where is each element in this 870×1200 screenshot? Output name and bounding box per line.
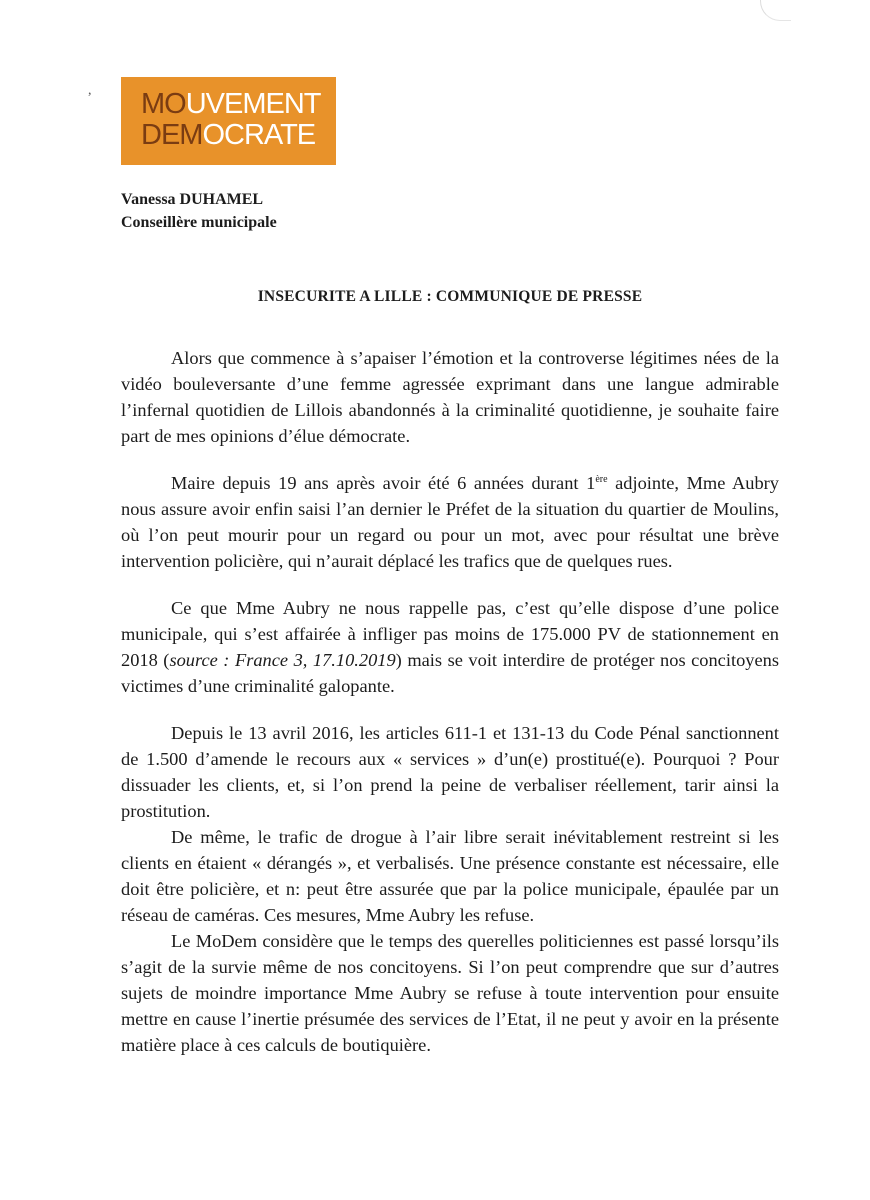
scan-mark: , [88,83,92,98]
document-title: INSECURITE A LILLE : COMMUNIQUE DE PRESSE [257,288,643,305]
paragraph-6: Le MoDem considère que le temps des querelles politiciennes est passé lorsqu’ils s’agit de la survie même de nos concitoyens. Si l’on peut comprendre que sur d’autres sujets de moindre importance Mme Aubry se refuse à toute intervention pour ensuite mettre en cause l’inertie présumée des services de l’Etat, il ne peut y avoir en la présente matière place à ces calculs de boutiquière. [121,931,779,1055]
author-role: Conseillère municipale [121,214,277,231]
document-body [121,345,779,1058]
paragraph-2: Maire depuis 19 ans après avoir été 6 années durant 1ère adjointe, Mme Aubry nous assure avoir enfin saisi l’an dernier le Préfet de la situation du quartier de Moulins, où l’on peut mourir pour un regard ou pour un mot, avec pour résultat une brève intervention policière, qui n’aurait déplacé les trafics que de quelques rues. [121,473,779,571]
source-citation: source : France 3, 17.10.2019 [169,650,396,670]
mouvement-democrate-logo [121,77,336,165]
logo-line-1: MOUVEMENT [141,88,321,120]
paragraph-1: Alors que commence à s’apaiser l’émotion et la controverse légitimes nées de la vidéo bouleversante d’une femme agressée exprimant dans une langue admirable l’infernal quotidien de Lillois abandonnés à la criminalité quotidienne, je souhaite faire part de mes opinions d’élue démocrate. [121,348,779,446]
paragraph-4: Depuis le 13 avril 2016, les articles 611-1 et 131-13 du Code Pénal sanctionnent de 1.500 d’amende le recours aux « services » d’un(e) prostitué(e). Pourquoi ? Pour dissuader les clients, et, si l’on prend la peine de verbaliser réellement, tarir ainsi la prostitution. [121,723,779,821]
logo-line-2: DEMOCRATE [141,119,316,151]
author-block [121,188,277,234]
scan-corner-mark [760,0,791,21]
paragraph-3: Ce que Mme Aubry ne nous rappelle pas, c’est qu’elle dispose d’une police municipale, qui s’est affairée à infliger pas moins de 175.000 PV de stationnement en 2018 (source : France 3, 17.10.2019) mais se voit interdire de protéger nos concitoyens victimes d’une criminalité galopante. [121,598,779,696]
superscript-ere: ère [595,474,608,485]
paragraph-5: De même, le trafic de drogue à l’air libre serait inévitablement restreint si les clients en étaient « dérangés », et verbalisés. Une présence constante est nécessaire, elle doit être policière, et n: peut être assurée que par la police municipale, épaulée par un réseau de caméras. Ces mesures, Mme Aubry les refuse. [121,827,779,925]
author-name: Vanessa DUHAMEL [121,191,264,208]
